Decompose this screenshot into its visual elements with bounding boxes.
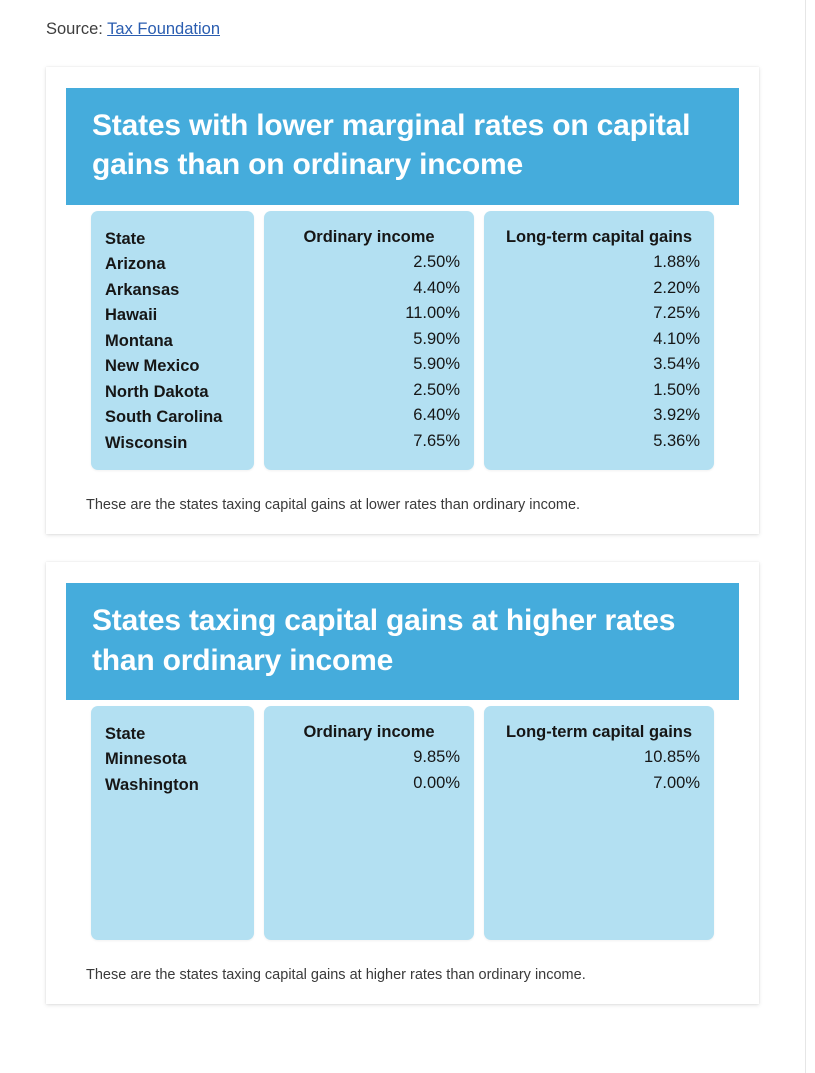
table-cell: 2.50% xyxy=(413,253,460,272)
source-label: Source: xyxy=(46,20,103,38)
table-cell: 2.50% xyxy=(413,380,460,399)
card-caption: These are the states taxing capital gains at lower rates than ordinary income. xyxy=(86,497,581,514)
table-cell: 5.36% xyxy=(653,431,700,450)
table-cell: 11.00% xyxy=(405,304,460,323)
table-cell: Hawaii xyxy=(105,306,158,325)
table-column-panel xyxy=(264,706,474,940)
table-cell: South Carolina xyxy=(105,408,223,427)
table-cell: 4.40% xyxy=(413,278,460,297)
table-cell: 3.92% xyxy=(653,406,700,425)
table-cell: Washington xyxy=(105,775,199,794)
table-cell: 10.85% xyxy=(644,748,700,767)
source-link-tax-foundation[interactable]: Tax Foundation xyxy=(107,20,220,38)
table-column-panel xyxy=(91,211,254,471)
column-header: Ordinary income xyxy=(303,227,435,246)
table-cell: Arizona xyxy=(105,255,166,274)
table-cell: Montana xyxy=(105,331,173,350)
table-cell: 6.40% xyxy=(413,406,460,425)
card-caption: These are the states taxing capital gains at higher rates than ordinary income. xyxy=(86,966,586,983)
table-cell: 5.90% xyxy=(413,329,460,348)
table-cell: 2.20% xyxy=(653,278,700,297)
table-column-panel xyxy=(264,211,474,471)
table-cell: New Mexico xyxy=(105,357,200,376)
source-line xyxy=(0,0,805,41)
table-cell: 7.25% xyxy=(653,304,700,323)
table-card xyxy=(46,562,759,1004)
table-panels xyxy=(66,706,739,940)
table-cell: 4.10% xyxy=(653,329,700,348)
page-column-rule xyxy=(805,0,806,1073)
table-cell: 9.85% xyxy=(413,748,460,767)
table-cell: 1.50% xyxy=(653,380,700,399)
table-column-panel xyxy=(484,706,714,940)
column-header: State xyxy=(105,724,146,743)
card-banner xyxy=(66,88,739,205)
column-header: Long-term capital gains xyxy=(505,227,693,246)
column-header: Ordinary income xyxy=(303,722,435,741)
column-header: State xyxy=(105,229,146,248)
table-cell: 1.88% xyxy=(653,253,700,272)
table-cell: North Dakota xyxy=(105,382,209,401)
card-banner xyxy=(66,583,739,700)
table-cell: 3.54% xyxy=(653,355,700,374)
table-column-panel xyxy=(484,211,714,471)
card-title: States taxing capital gains at higher rates than ordinary income xyxy=(92,604,676,677)
table-cell: Minnesota xyxy=(105,750,187,769)
table-column-panel xyxy=(91,706,254,940)
table-cell: Wisconsin xyxy=(105,433,188,452)
table-cell: 7.65% xyxy=(413,431,460,450)
card-title: States with lower marginal rates on capital gains than on ordinary income xyxy=(92,109,691,182)
table-cell: 7.00% xyxy=(653,773,700,792)
table-cell: Arkansas xyxy=(105,280,180,299)
table-cell: 5.90% xyxy=(413,355,460,374)
cards-container xyxy=(0,67,805,1004)
column-header: Long-term capital gains xyxy=(505,722,693,741)
table-cell: 0.00% xyxy=(413,773,460,792)
table-panels xyxy=(66,211,739,471)
table-card xyxy=(46,67,759,534)
